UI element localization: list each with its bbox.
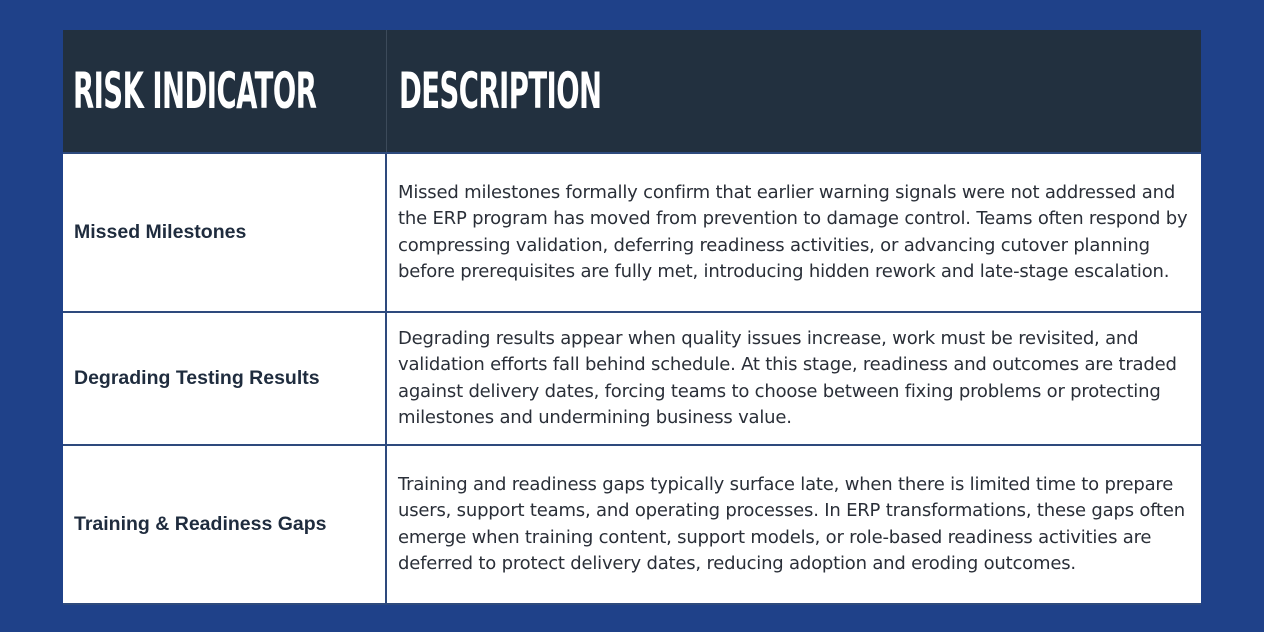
risk-description-cell: Training and readiness gaps typically surface late, when there is limited time to prepare users, support teams, and operating processes. In ERP transformations, these gaps often emerge when training content, support models, or role-based readiness activities are deferred to protect delivery dates, reducing adoption and eroding outcomes. <box>386 445 1201 604</box>
risk-description-cell: Degrading results appear when quality issues increase, work must be revisited, and validation efforts fall behind schedule. At this stage, readiness and outcomes are traded against delivery dates, forcing teams to choose between fixing problems or protecting milestones and undermining business value. <box>386 312 1201 445</box>
risk-indicator-cell: Degrading Testing Results <box>63 312 386 445</box>
header-description <box>386 30 1201 153</box>
header-description-text: DESCRIPTION <box>398 62 602 120</box>
table-header-row <box>63 30 1201 153</box>
table-row <box>63 445 1201 604</box>
table-row <box>63 153 1201 312</box>
risk-indicator-cell: Missed Milestones <box>63 153 386 312</box>
risk-description-cell: Missed milestones formally confirm that earlier warning signals were not addressed and the ERP program has moved from prevention to damage control. Teams often respond by compressing validation, deferring readiness activities, or advancing cutover planning before prerequisites are fully met, introducing hidden rework and late-stage escalation. <box>386 153 1201 312</box>
table-row <box>63 312 1201 445</box>
risk-indicator-table <box>63 30 1201 605</box>
risk-indicator-cell: Training & Readiness Gaps <box>63 445 386 604</box>
header-risk-indicator-text: RISK INDICATOR <box>73 62 317 120</box>
header-risk-indicator <box>63 30 386 153</box>
